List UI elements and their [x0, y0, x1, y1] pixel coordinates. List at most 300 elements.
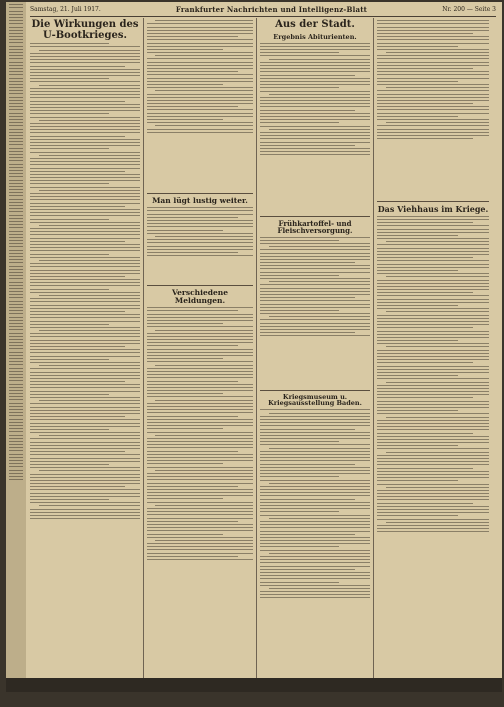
text-line: [155, 435, 253, 436]
text-line: [377, 366, 489, 367]
text-line: [9, 160, 23, 161]
text-line: [30, 442, 140, 443]
text-line: [377, 385, 489, 386]
text-line: [30, 238, 140, 239]
text-line: [260, 451, 370, 452]
text-line: [30, 356, 140, 357]
text-line: [30, 187, 140, 188]
text-line: [147, 62, 253, 63]
text-line: [9, 243, 23, 244]
text-line: [377, 490, 489, 491]
text-line: [30, 266, 140, 267]
text-line: [260, 594, 370, 595]
text-line: [377, 445, 458, 446]
text-line: [155, 90, 253, 91]
column-1-text: [30, 43, 140, 678]
text-line: [260, 550, 370, 551]
text-line: [30, 480, 140, 481]
text-line: [260, 562, 370, 563]
text-line: [30, 489, 140, 490]
text-line: [260, 566, 370, 567]
text-line: [30, 352, 140, 353]
text-line: [9, 39, 23, 40]
text-line: [377, 512, 489, 513]
text-line: [377, 135, 489, 136]
text-line: [9, 42, 23, 43]
text-line: [9, 167, 23, 168]
text-line: [30, 69, 140, 70]
text-line: [260, 467, 370, 468]
text-line: [377, 464, 489, 465]
text-line: [147, 109, 253, 110]
text-line: [147, 377, 253, 378]
text-line: [30, 499, 109, 500]
text-line: [260, 84, 370, 85]
text-line: [147, 428, 223, 429]
text-line: [260, 119, 370, 120]
text-line: [147, 361, 253, 362]
text-line: [9, 422, 23, 423]
text-line: [377, 248, 489, 249]
text-line: [30, 429, 109, 430]
text-line: [260, 310, 339, 311]
text-line: [377, 528, 489, 529]
text-line: [9, 14, 23, 15]
text-line: [260, 435, 370, 436]
text-line: [377, 340, 458, 341]
text-line: [260, 272, 370, 273]
text-line: [377, 362, 473, 363]
viehhaus-text: [377, 216, 489, 678]
text-line: [30, 458, 140, 459]
text-line: [39, 505, 140, 506]
text-line: [147, 317, 253, 318]
text-line: [377, 270, 458, 271]
text-line: [386, 241, 489, 242]
text-line: [377, 519, 489, 520]
text-line: [377, 119, 489, 120]
text-line: [9, 141, 23, 142]
text-line: [30, 407, 140, 408]
text-line: [30, 464, 109, 465]
text-line: [39, 155, 140, 156]
text-line: [260, 278, 370, 279]
text-line: [260, 132, 370, 133]
text-line: [30, 132, 140, 133]
text-line: [377, 33, 473, 34]
text-line: [9, 380, 23, 381]
text-line: [9, 476, 23, 477]
text-line: [147, 553, 253, 554]
text-line: [260, 275, 339, 276]
text-line: [147, 84, 223, 85]
text-line: [9, 58, 23, 59]
text-line: [377, 65, 489, 66]
text-line: [147, 333, 253, 334]
text-line: [260, 521, 370, 522]
text-line: [30, 88, 140, 89]
text-line: [377, 46, 458, 47]
text-line: [9, 406, 23, 407]
text-line: [9, 36, 23, 37]
text-line: [147, 106, 238, 107]
text-line: [147, 530, 253, 531]
text-line: [9, 425, 23, 426]
text-line: [260, 531, 370, 532]
text-line: [377, 509, 489, 510]
text-line: [30, 467, 140, 468]
text-line: [9, 20, 23, 21]
text-line: [260, 432, 370, 433]
text-line: [260, 495, 370, 496]
text-line: [377, 350, 489, 351]
text-line: [30, 177, 140, 178]
text-line: [9, 62, 23, 63]
text-line: [9, 7, 23, 8]
text-line: [147, 349, 253, 350]
text-line: [30, 228, 140, 229]
text-line: [30, 110, 140, 111]
text-line: [260, 438, 370, 439]
text-line: [377, 468, 473, 469]
text-line: [377, 337, 489, 338]
text-line: [377, 267, 489, 268]
text-line: [9, 132, 23, 133]
text-line: [30, 53, 140, 54]
text-line: [9, 87, 23, 88]
text-line: [260, 569, 355, 570]
text-line: [9, 237, 23, 238]
text-line: [260, 470, 370, 471]
text-line: [30, 222, 140, 223]
text-line: [9, 339, 23, 340]
text-line: [377, 292, 473, 293]
text-line: [377, 103, 473, 104]
text-line: [9, 466, 23, 467]
text-line: [269, 59, 370, 60]
text-line: [260, 335, 370, 336]
text-line: [147, 314, 253, 315]
text-line: [30, 298, 140, 299]
kriegsmuseum-title: Kriegsmuseum u. Kriegsausstellung Baden.: [268, 392, 362, 408]
text-line: [147, 387, 253, 388]
text-line: [30, 139, 140, 140]
text-line: [377, 484, 489, 485]
text-line: [9, 55, 23, 56]
text-line: [30, 340, 140, 341]
text-line: [30, 196, 140, 197]
text-line: [30, 81, 140, 82]
text-line: [9, 240, 23, 241]
text-line: [147, 58, 253, 59]
text-line: [260, 543, 370, 544]
text-line: [30, 416, 125, 417]
text-line: [9, 116, 23, 117]
text-line: [9, 310, 23, 311]
text-line: [260, 429, 355, 430]
text-line: [9, 297, 23, 298]
text-line: [269, 483, 370, 484]
text-line: [9, 68, 23, 69]
text-line: [260, 464, 355, 465]
text-line: [147, 81, 253, 82]
text-line: [30, 477, 140, 478]
text-line: [9, 211, 23, 212]
text-line: [39, 435, 140, 436]
text-line: [9, 170, 23, 171]
text-line: [30, 317, 140, 318]
text-line: [377, 353, 489, 354]
text-line: [147, 23, 253, 24]
text-line: [377, 426, 489, 427]
text-line: [260, 572, 370, 573]
text-line: [260, 259, 370, 260]
text-line: [147, 358, 223, 359]
text-line: [377, 410, 458, 411]
text-line: [30, 496, 140, 497]
text-line: [9, 294, 23, 295]
text-line: [9, 218, 23, 219]
text-line: [9, 33, 23, 34]
text-line: [147, 537, 253, 538]
text-line: [30, 203, 140, 204]
text-line: [9, 250, 23, 251]
text-line: [260, 444, 370, 445]
text-line: [377, 125, 489, 126]
text-line: [30, 292, 140, 293]
text-line: [377, 315, 489, 316]
text-line: [260, 329, 370, 330]
text-line: [377, 302, 489, 303]
text-line: [9, 479, 23, 480]
text-line: [377, 116, 458, 117]
stadt-subtitle: Ergebnis Abiturienten.: [273, 32, 357, 41]
text-line: [30, 247, 140, 248]
text-line: [39, 470, 140, 471]
text-line: [377, 308, 489, 309]
text-line: [147, 495, 253, 496]
text-line: [147, 65, 253, 66]
text-line: [386, 346, 489, 347]
text-line: [260, 71, 370, 72]
text-line: [30, 419, 140, 420]
text-line: [147, 252, 238, 253]
text-line: [260, 81, 370, 82]
text-line: [269, 246, 370, 247]
text-line: [147, 33, 253, 34]
column-3: [260, 18, 370, 678]
text-line: [9, 65, 23, 66]
text-line: [260, 43, 370, 44]
text-line: [269, 553, 370, 554]
text-line: [9, 473, 23, 474]
text-line: [9, 138, 23, 139]
text-line: [269, 413, 370, 414]
text-line: [147, 214, 253, 215]
text-line: [147, 342, 253, 343]
text-line: [9, 180, 23, 181]
text-line: [9, 291, 23, 292]
text-line: [9, 262, 23, 263]
text-line: [30, 56, 140, 57]
text-line: [9, 275, 23, 276]
text-line: [9, 224, 23, 225]
text-line: [377, 359, 489, 360]
text-line: [377, 525, 489, 526]
text-line: [30, 215, 140, 216]
text-line: [9, 189, 23, 190]
text-line: [377, 58, 489, 59]
text-line: [147, 307, 253, 308]
text-line: [9, 11, 23, 12]
text-line: [30, 168, 140, 169]
text-line: [147, 419, 253, 420]
text-line: [30, 423, 140, 424]
text-line: [147, 543, 253, 544]
text-line: [147, 422, 253, 423]
text-line: [260, 578, 370, 579]
text-line: [9, 313, 23, 314]
text-line: [30, 378, 140, 379]
text-line: [30, 461, 140, 462]
column-divider: [256, 18, 257, 678]
text-line: [377, 286, 489, 287]
text-line: [147, 46, 253, 47]
text-line: [147, 132, 253, 133]
text-line: [260, 294, 370, 295]
text-line: [9, 409, 23, 410]
text-line: [30, 432, 140, 433]
text-line: [30, 509, 140, 510]
text-line: [9, 17, 23, 18]
text-line: [155, 330, 253, 331]
text-line: [377, 420, 489, 421]
text-line: [147, 352, 253, 353]
text-line: [30, 164, 140, 165]
text-line: [377, 356, 489, 357]
newspaper-page: [6, 2, 502, 692]
fruehkartoffel-title: Frühkartoffel- und Fleischversorgung.: [277, 218, 353, 236]
text-line: [377, 388, 489, 389]
text-line: [260, 460, 370, 461]
text-line: [147, 246, 253, 247]
text-line: [9, 30, 23, 31]
text-line: [9, 173, 23, 174]
text-line: [9, 333, 23, 334]
text-line: [155, 236, 253, 237]
text-line: [377, 493, 489, 494]
text-line: [377, 244, 489, 245]
text-line: [260, 499, 355, 500]
text-line: [147, 43, 253, 44]
text-line: [377, 113, 489, 114]
text-line: [155, 470, 253, 471]
text-line: [377, 254, 489, 255]
text-line: [39, 365, 140, 366]
text-line: [377, 235, 458, 236]
text-line: [147, 460, 253, 461]
text-line: [386, 417, 489, 418]
text-line: [147, 425, 253, 426]
header-paper-name: Frankfurter Nachrichten und Intelligenz-Blatt: [175, 4, 368, 14]
text-line: [147, 239, 253, 240]
text-line: [9, 419, 23, 420]
text-line: [30, 362, 140, 363]
text-line: [377, 515, 458, 516]
text-line: [377, 506, 489, 507]
text-line: [30, 257, 140, 258]
text-line: [260, 304, 370, 305]
text-line: [269, 129, 370, 130]
stadt-text: [260, 43, 370, 213]
column-1: [30, 18, 140, 678]
man-luegt-text: [147, 207, 253, 282]
text-line: [147, 396, 253, 397]
text-line: [147, 119, 223, 120]
text-line: [147, 559, 253, 560]
text-line: [147, 492, 253, 493]
text-line: [377, 343, 489, 344]
text-line: [30, 314, 140, 315]
viehhaus-title: Das Viehhaus im Kriege.: [377, 204, 489, 215]
text-line: [30, 413, 140, 414]
text-line: [9, 403, 23, 404]
text-line: [260, 489, 370, 490]
text-line: [260, 65, 370, 66]
text-line: [147, 441, 253, 442]
text-line: [39, 260, 140, 261]
text-line: [260, 591, 370, 592]
text-line: [260, 78, 370, 79]
text-line: [147, 242, 253, 243]
text-line: [9, 288, 23, 289]
text-line: [147, 36, 238, 37]
text-line: [147, 479, 253, 480]
text-line: [9, 46, 23, 47]
text-line: [377, 222, 473, 223]
text-line: [377, 280, 489, 281]
text-line: [377, 23, 489, 24]
text-line: [30, 336, 140, 337]
text-line: [30, 231, 140, 232]
text-line: [9, 109, 23, 110]
text-line: [147, 336, 253, 337]
text-line: [30, 403, 140, 404]
text-line: [147, 546, 253, 547]
text-line: [377, 477, 489, 478]
text-line: [147, 416, 238, 417]
text-line: [147, 381, 238, 382]
text-line: [9, 352, 23, 353]
text-line: [386, 122, 489, 123]
text-line: [30, 474, 140, 475]
text-line: [30, 199, 140, 200]
text-line: [30, 117, 140, 118]
text-line: [377, 391, 489, 392]
text-line: [147, 384, 253, 385]
text-line: [260, 151, 370, 152]
text-line: [377, 106, 489, 107]
text-line: [9, 208, 23, 209]
text-line: [377, 219, 489, 220]
text-line: [30, 301, 140, 302]
text-line: [260, 300, 370, 301]
text-line: [155, 125, 253, 126]
text-line: [377, 448, 489, 449]
text-line: [147, 355, 253, 356]
text-line: [147, 476, 253, 477]
text-line: [377, 109, 489, 110]
